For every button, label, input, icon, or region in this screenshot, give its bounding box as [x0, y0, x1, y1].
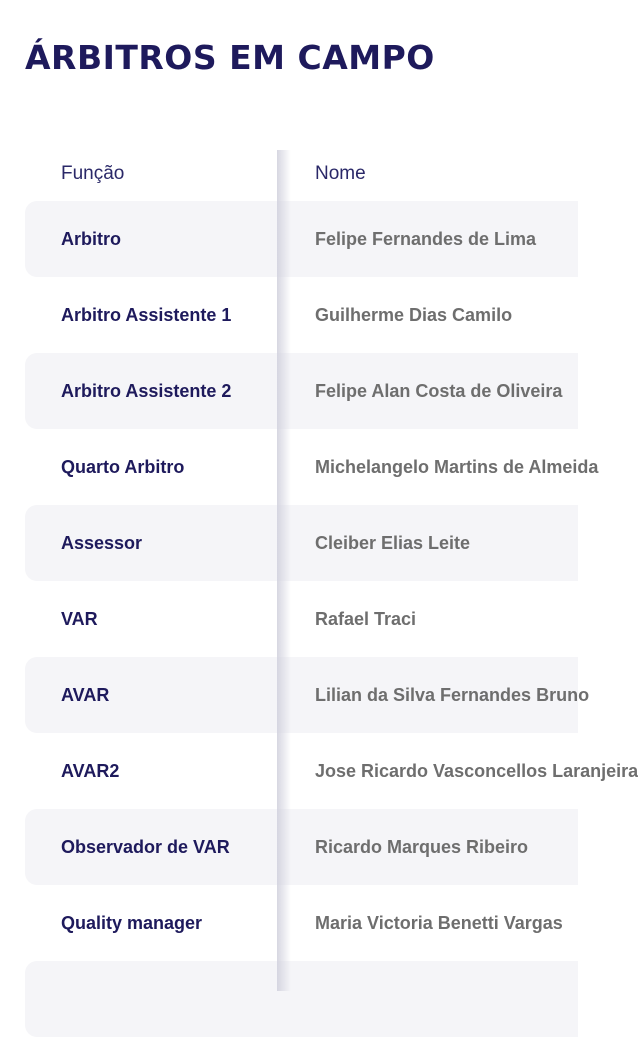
table-row [25, 429, 599, 505]
table-row [25, 961, 578, 1037]
role-cell: Quality manager [61, 913, 203, 933]
role-cell: AVAR [61, 685, 110, 705]
table-row [25, 353, 578, 429]
role-cell: VAR [61, 609, 98, 629]
table-row [25, 657, 590, 733]
name-cell: Maria Victoria Benetti Vargas [315, 913, 563, 933]
table-row [25, 885, 578, 961]
column-header-name: Nome [315, 163, 366, 184]
role-cell: Arbitro Assistente 1 [61, 305, 232, 325]
role-cell: AVAR2 [61, 761, 120, 781]
role-cell: Arbitro Assistente 2 [61, 381, 232, 401]
name-cell: Michelangelo Martins de Almeida [315, 457, 599, 477]
page-title: ÁRBITROS EM CAMPO [25, 38, 435, 77]
name-cell: Felipe Alan Costa de Oliveira [315, 381, 563, 401]
table-row [25, 733, 638, 809]
table-row [25, 277, 578, 353]
column-header-role: Função [61, 163, 125, 184]
name-cell: Ricardo Marques Ribeiro [315, 837, 529, 857]
name-cell: Rafael Traci [315, 609, 417, 629]
name-cell: Cleiber Elias Leite [315, 533, 471, 553]
table-header [25, 150, 578, 201]
role-cell: Arbitro [61, 229, 121, 249]
name-cell: Felipe Fernandes de Lima [315, 229, 537, 249]
table-row [25, 581, 578, 657]
table-row [25, 201, 578, 277]
role-cell: Quarto Arbitro [61, 457, 185, 477]
name-cell: Lilian da Silva Fernandes Bruno [315, 685, 590, 705]
name-cell: Guilherme Dias Camilo [315, 305, 513, 325]
table-row [25, 809, 578, 885]
name-cell: Jose Ricardo Vasconcellos Laranjeira [315, 761, 638, 781]
referees-table [25, 150, 638, 991]
table-row [25, 505, 578, 581]
role-cell: Observador de VAR [61, 837, 230, 857]
role-cell: Assessor [61, 533, 143, 553]
